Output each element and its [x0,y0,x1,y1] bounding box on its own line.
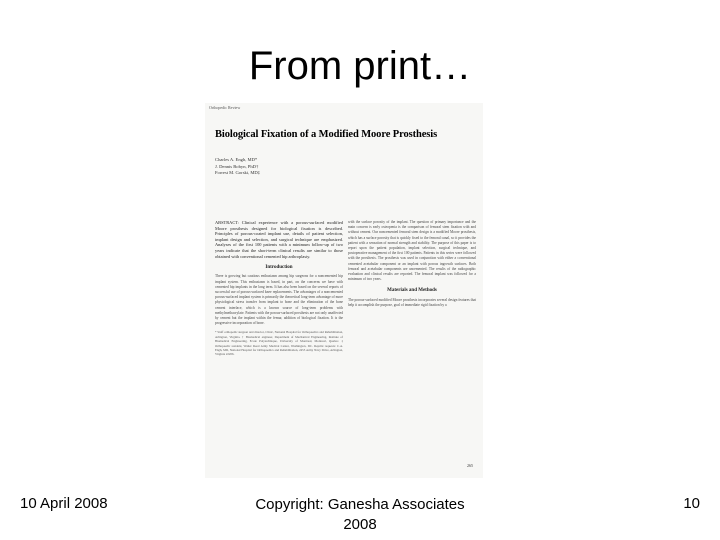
scanned-article-page [205,103,483,478]
author: Forrest M. Gorski, MD‡ [215,170,261,176]
right-column [348,220,476,472]
article-title: Biological Fixation of a Modified Moore Prosthesis [215,129,438,140]
introduction-heading: Introduction [265,265,293,271]
methods-text: The porous-surfaced modified Moore prosthesis incorporates several design features that help it accomplish the purpose, goal of immediate rigid fixation by a [348,297,476,307]
introduction-text: There is growing but cautious enthusiasm among hip surgeons for a noncemented hip implant system. This enthusiasm is based, in part, on the concerns we have with cemented hip implants in the long term. It has also been based on the several reports of successful use of porous-surfaced knee replacements. The advantages of a noncemented porous-surfaced implant system is primarily the theoretical long-term advantage of more physiological stress transfer from implant to bone and the elimination of the bone cement interface, which is a known source of long-term problems with methylmethacrylate. Patients with the porous-surfaced prosthesis are not only unaffected by cement but the implant within the femur, addition of biological fixation. It is the progressive incorporation of bone. [215,274,343,326]
author: J. Dennis Bobyn, PhD† [215,163,259,169]
footnotes: * Staff orthopedic surgeon and director, Clinic, National Hospital for Orthopaedics and Rehabilitation, Arlington, Virginia. † Biomedical engineer, Department of Mechanical Engineering, Institute of Biomedical Engineering, Ecole Polytechnique, University of Montreal, Montreal, Quebec. ‡ Orthopaedic resident, Walter Reed Army Medical Center, Washington, DC. Reprint requests: C.A. Engh, MD, National Hospital for Orthopaedics and Rehabilitation, 2455 Army Navy Drive, Arlington, Virginia 22206. [215,330,343,357]
abstract: ABSTRACT: Clinical experience with a porous-surfaced modified Moore prosthesis designed for biological fixation is described. Principles of porous-coated implant use, details of patient selection, implant design and selection, and surgical technique are emphasized. Analyses of the first 100 patients with a minimum follow-up of two years indicate that the short-term clinical results are similar to those obtained with conventional cemented hip arthroplasty. [215,220,343,259]
author-list [215,157,260,177]
slide-title: From print… [248,44,472,88]
methods-heading: Materials and Methods [387,288,437,294]
footer-copyright: Copyright: Ganesha Associates 2008 [255,496,465,533]
footer-date: 10 April 2008 [20,495,108,512]
body-text: with the surface porosity of the implant. The question of primary importance and the main concern is early osteopenia is the comparison of femoral stem fixation with and without cement. Our noncemented femoral stem design is a modified Moore prosthesis, which has a surface porosity that is quickly fixed to the femoral canal, so it provides the patient with a sensation of normal strength and stability. The purpose of this paper is to report upon the patient population, implant selection, surgical technique, and postoperative management of the first 100 patients. Patients in this series were followed with the prosthesis. The prosthesis was used in conjunction with either a conventional cemented acetabular component or an implant with porous ingrowth surfaces. Both femoral and acetabular components are uncemented. The results of the radiographic evaluation and clinical results are reported. The femoral implant was followed for a minimum of two years. [348,220,476,282]
author: Charles A. Engh, MD* [215,157,258,162]
page-number: 265 [467,463,473,468]
slide-number: 10 [683,495,700,512]
journal-header: Orthopedic Review [209,105,241,110]
left-column [215,220,343,472]
